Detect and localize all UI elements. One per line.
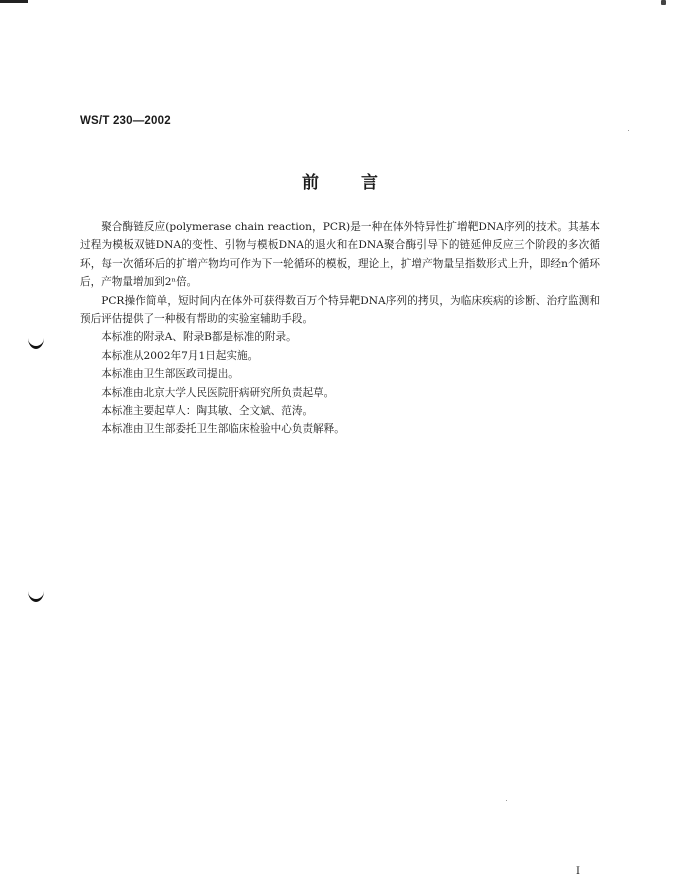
scan-speck [506,800,507,801]
binding-hole-mark-upper [28,338,44,349]
paragraph-pcr-definition: 聚合酶链反应(polymerase chain reaction，PCR)是一种在体外特异性扩增靶DNA序列的技术。其基本过程为模板双链DNA的变性、引物与模板DNA的退火和在DNA聚合酶引导下的链延伸反应三个阶段的多次循环，每一次循环后的扩增产物均可作为下一轮循环的模板，理论上，扩增产物量呈指数形式上升，即经n个循环后，产物量增加到2ⁿ倍。 [80,221,600,289]
scan-speck [628,130,629,131]
paragraph-proposed-by: 本标准由卫生部医政司提出。 [101,368,239,381]
page-title: 前言 [302,173,420,193]
paragraph-drafted-by: 本标准由北京大学人民医院肝病研究所负责起草。 [101,386,335,399]
paragraph-main-drafters: 本标准主要起草人：陶其敏、仝文斌、范涛。 [101,405,314,418]
scan-corner-mark [661,0,666,5]
paragraph-appendix-note: 本标准的附录A、附录B都是标准的附录。 [101,331,297,344]
page-number: I [576,866,580,877]
standard-code: WS/T 230—2002 [80,115,171,127]
binding-hole-mark-lower [28,591,44,602]
paragraph-effective-date: 本标准从2002年7月1日起实施。 [101,349,259,362]
foreword-body [80,218,600,439]
paragraph-pcr-advantages: PCR操作简单，短时间内在体外可获得数百万个特异靶DNA序列的拷贝，为临床疾病的诊断、治疗监测和预后评估提供了一种极有帮助的实验室辅助手段。 [80,294,600,326]
paragraph-interpretation: 本标准由卫生部委托卫生部临床检验中心负责解释。 [101,423,345,436]
scan-edge-mark [0,0,28,3]
